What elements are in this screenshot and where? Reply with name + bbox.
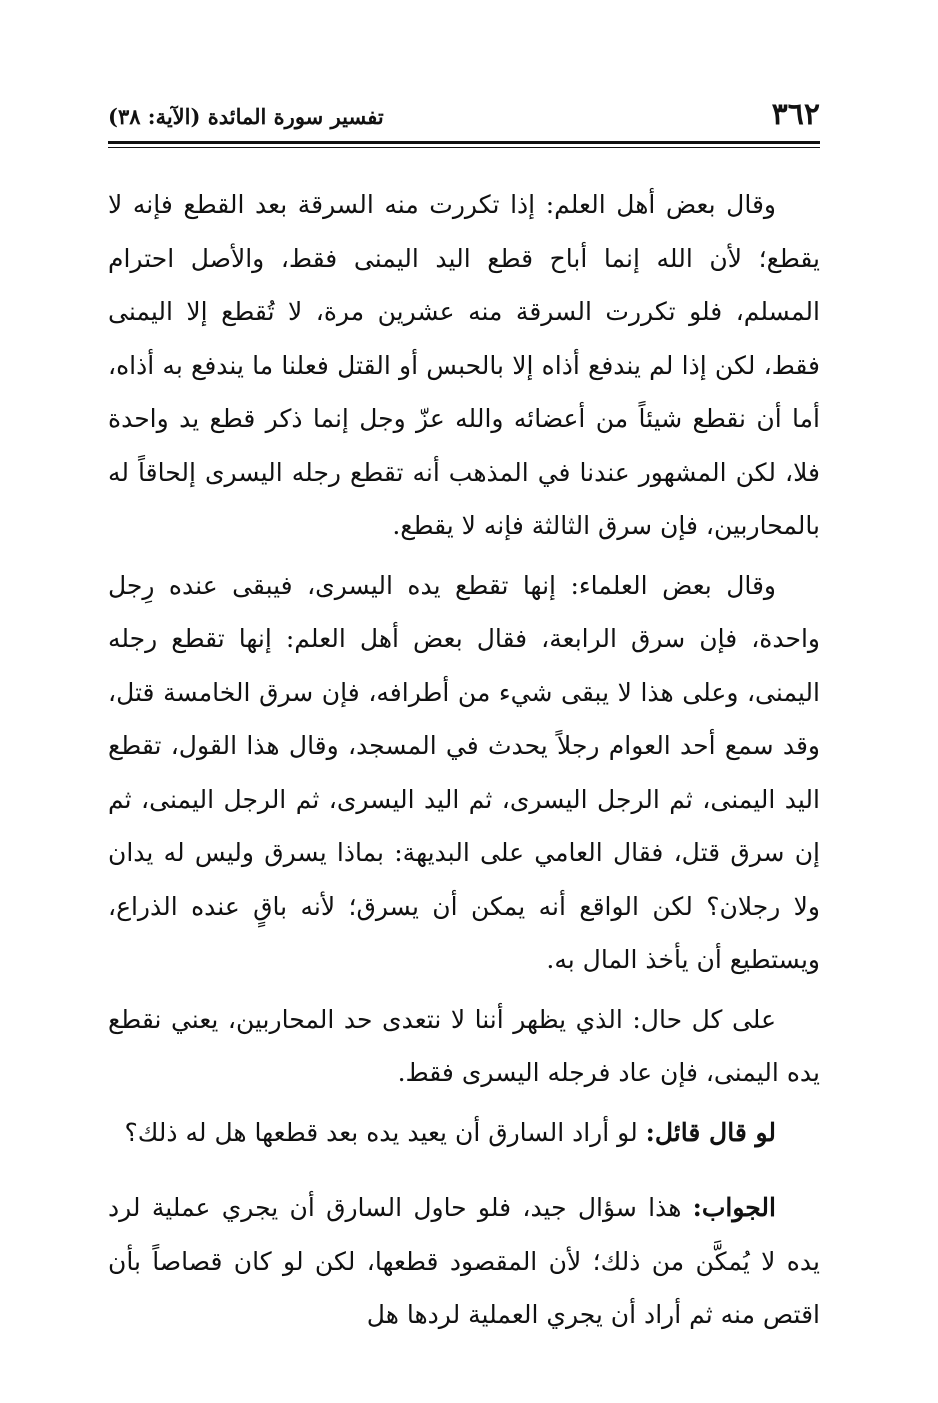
page-number: ٣٦٢	[771, 97, 820, 132]
paragraph-text: وقال بعض أهل العلم: إذا تكررت منه السرقة بعد القطع فإنه لا يقطع؛ لأن الله إنما أباح قطع اليد اليمنى فقط، والأصل احترام المسلم، فلو تكررت السرقة منه عشرين مرة، لا تُقطع إلا اليمنى فقط، لكن إذا لم يندفع أذاه إلا بالحبس أو القتل فعلنا ما يندفع به أذاه، أما أن نقطع شيئاً من أعضائه والله عزّ وجل إنما ذكر قطع يد واحدة فلا، لكن المشهور عندنا في المذهب أنه تقطع رجله اليسرى إلحاقاً له بالمحاربين، فإن سرق الثالثة فإنه لا يقطع.	[108, 190, 820, 540]
paragraph-answer	[108, 1181, 820, 1342]
page-header	[108, 96, 820, 136]
paragraph-2	[108, 559, 820, 987]
question-lead: لو قال قائل:	[645, 1117, 776, 1147]
answer-lead: الجواب:	[692, 1193, 776, 1222]
paragraph-1	[108, 178, 820, 553]
paragraph-text: على كل حال: الذي يظهر أننا لا نتعدى حد المحاربين، يعني نقطع يده اليمنى، فإن عاد فرجله اليسرى فقط.	[108, 1004, 820, 1087]
paragraph-3	[108, 993, 820, 1100]
body-text	[108, 178, 820, 1342]
paragraph-text: لو أراد السارق أن يعيد يده بعد قطعها هل له ذلك؟	[124, 1117, 646, 1147]
header-rule-thin	[108, 147, 820, 148]
paragraph-text: هذا سؤال جيد، فلو حاول السارق أن يجري عملية لرد يده لا يُمكَّن من ذلك؛ لأن المقصود قطعها، لكن لو كان قصاصاً بأن اقتص منه ثم أراد أن يجري العملية لردها هل	[108, 1193, 820, 1329]
running-title: تفسير سورة المائدة (الآية: ٣٨)	[108, 104, 384, 129]
paragraph-question	[108, 1106, 820, 1160]
header-rule-thick	[108, 141, 820, 144]
paragraph-text: وقال بعض العلماء: إنها تقطع يده اليسرى، فيبقى عنده رِجل واحدة، فإن سرق الرابعة، فقال بعض أهل العلم: إنها تقطع رجله اليمنى، وعلى هذا لا يبقى شيء من أطرافه، فإن سرق الخامسة قتل، وقد سمع أحد العوام رجلاً يحدث في المسجد، وقال هذا القول، تقطع اليد اليمنى، ثم الرجل اليسرى، ثم اليد اليسرى، ثم الرجل اليمنى، ثم إن سرق قتل، فقال العامي على البديهة: بماذا يسرق وليس له يدان ولا رجلان؟ لكن الواقع أنه يمكن أن يسرق؛ لأنه باقٍ عنده الذراع، ويستطيع أن يأخذ المال به.	[108, 570, 820, 974]
